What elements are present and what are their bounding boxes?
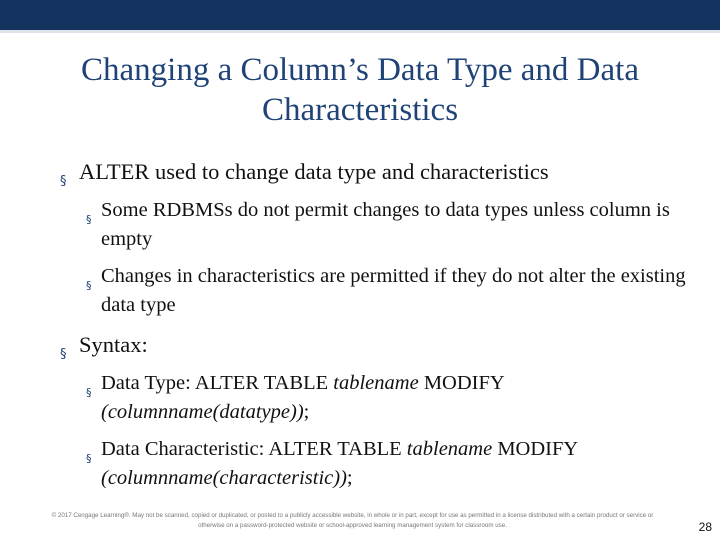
sub-bullet-text: Some RDBMSs do not permit changes to data types unless column is empty (101, 199, 670, 250)
sub-bullet-datatype-syntax (86, 369, 700, 427)
square-bullet-icon: § (86, 279, 92, 292)
syntax-column-spec: (columnname(datatype)) (101, 401, 304, 423)
page-number: 28 (698, 520, 712, 534)
slide-title-line-2: Characteristics (261, 92, 459, 128)
header-rule (0, 30, 720, 33)
header-bar (0, 0, 720, 30)
bullet-syntax (60, 328, 700, 361)
square-bullet-icon: § (60, 347, 67, 362)
slide-title-line-1: Changing a Column’s Data Type and Data (81, 52, 639, 88)
bullet-text: ALTER used to change data type and characteristics (79, 159, 549, 184)
syntax-semicolon: ; (303, 401, 310, 423)
syntax-modify: MODIFY (492, 438, 578, 460)
syntax-prefix: Data Characteristic: ALTER TABLE (101, 438, 407, 460)
slide-content (60, 155, 700, 493)
sub-bullet-rdbms (86, 196, 700, 254)
syntax-modify: MODIFY (418, 372, 504, 394)
sub-bullet-characteristic-syntax (86, 435, 700, 493)
bullet-text: Syntax: (79, 332, 148, 357)
slide-title (20, 50, 700, 130)
sub-bullet-characteristics (86, 262, 700, 320)
square-bullet-icon: § (60, 174, 67, 189)
syntax-column-spec: (columnname(characteristic)) (101, 467, 347, 489)
syntax-prefix: Data Type: ALTER TABLE (101, 372, 334, 394)
copyright-footer: © 2017 Cengage Learning®. May not be scanned, copied or duplicated, or posted to a publicly accessible website, in whole or in part, except for use as permitted in a license distributed with a certain product or service or otherwise on a password-protected website or school-approved learning management system for classroom use. (51, 512, 654, 529)
square-bullet-icon: § (86, 213, 92, 226)
syntax-semicolon: ; (346, 467, 353, 489)
square-bullet-icon: § (86, 452, 92, 465)
sub-bullet-text: Changes in characteristics are permitted if they do not alter the existing data type (101, 265, 686, 316)
bullet-alter (60, 155, 700, 188)
square-bullet-icon: § (86, 386, 92, 399)
syntax-tablename: tablename (333, 372, 419, 394)
syntax-tablename: tablename (406, 438, 493, 460)
